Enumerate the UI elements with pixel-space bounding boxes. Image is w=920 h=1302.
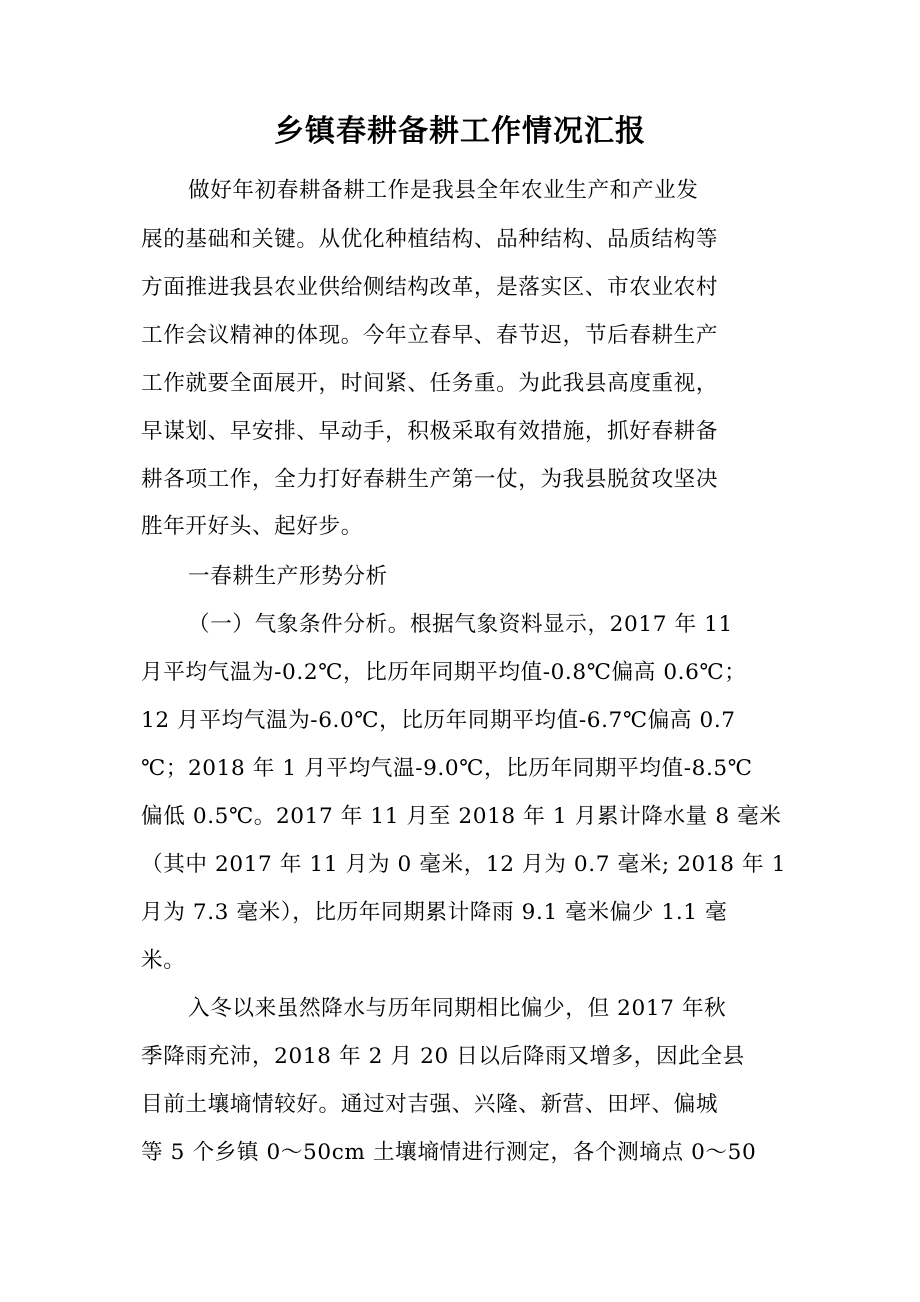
- text-line: 耕各项工作，全力打好春耕生产第一仗，为我县脱贫攻坚决: [141, 467, 719, 492]
- text-line: 米。: [141, 948, 186, 973]
- text-line: 12 月平均气温为-6.0℃，比历年同期平均值-6.7℃偏高 0.7: [141, 708, 736, 733]
- text-line: 工作就要全面展开，时间紧、任务重。为此我县高度重视，: [141, 371, 719, 396]
- text-line: 工作会议精神的体现。今年立春早、春节迟，节后春耕生产: [141, 323, 719, 348]
- document-title: 乡镇春耕备耕工作情况汇报: [274, 114, 646, 149]
- text-line: 目前土壤墒情较好。通过对吉强、兴隆、新营、田坪、偏城: [141, 1092, 719, 1117]
- text-line: 方面推进我县农业供给侧结构改革，是落实区、市农业农村: [141, 275, 719, 300]
- text-line: 等 5 个乡镇 0～50cm 土壤墒情进行测定，各个测墒点 0～50: [141, 1140, 757, 1165]
- section-heading: 一春耕生产形势分析: [188, 564, 388, 589]
- text-line: 月平均气温为-0.2℃，比历年同期平均值-0.8℃偏高 0.6℃；: [141, 660, 747, 685]
- text-line: 月为 7.3 毫米），比历年同期累计降雨 9.1 毫米偏少 1.1 毫: [141, 900, 728, 925]
- text-line: 季降雨充沛，2018 年 2 月 20 日以后降雨又增多，因此全县: [141, 1044, 745, 1069]
- text-line: 胜年开好头、起好步。: [141, 514, 363, 539]
- text-line: （其中 2017 年 11 月为 0 毫米，12 月为 0.7 毫米; 2018 年 1: [141, 852, 787, 877]
- text-line: ℃；2018 年 1 月平均气温-9.0℃，比历年同期平均值-8.5℃: [141, 756, 753, 781]
- text-line: （一）气象条件分析。根据气象资料显示，2017 年 11: [188, 612, 733, 637]
- text-line: 展的基础和关键。从优化种植结构、品种结构、品质结构等: [141, 227, 719, 252]
- text-line: 做好年初春耕备耕工作是我县全年农业生产和产业发: [188, 178, 699, 203]
- text-line: 早谋划、早安排、早动手，积极采取有效措施，抓好春耕备: [141, 419, 719, 444]
- text-line: 偏低 0.5℃。2017 年 11 月至 2018 年 1 月累计降水量 8 毫米: [141, 804, 782, 829]
- text-line: 入冬以来虽然降水与历年同期相比偏少，但 2017 年秋: [188, 996, 727, 1021]
